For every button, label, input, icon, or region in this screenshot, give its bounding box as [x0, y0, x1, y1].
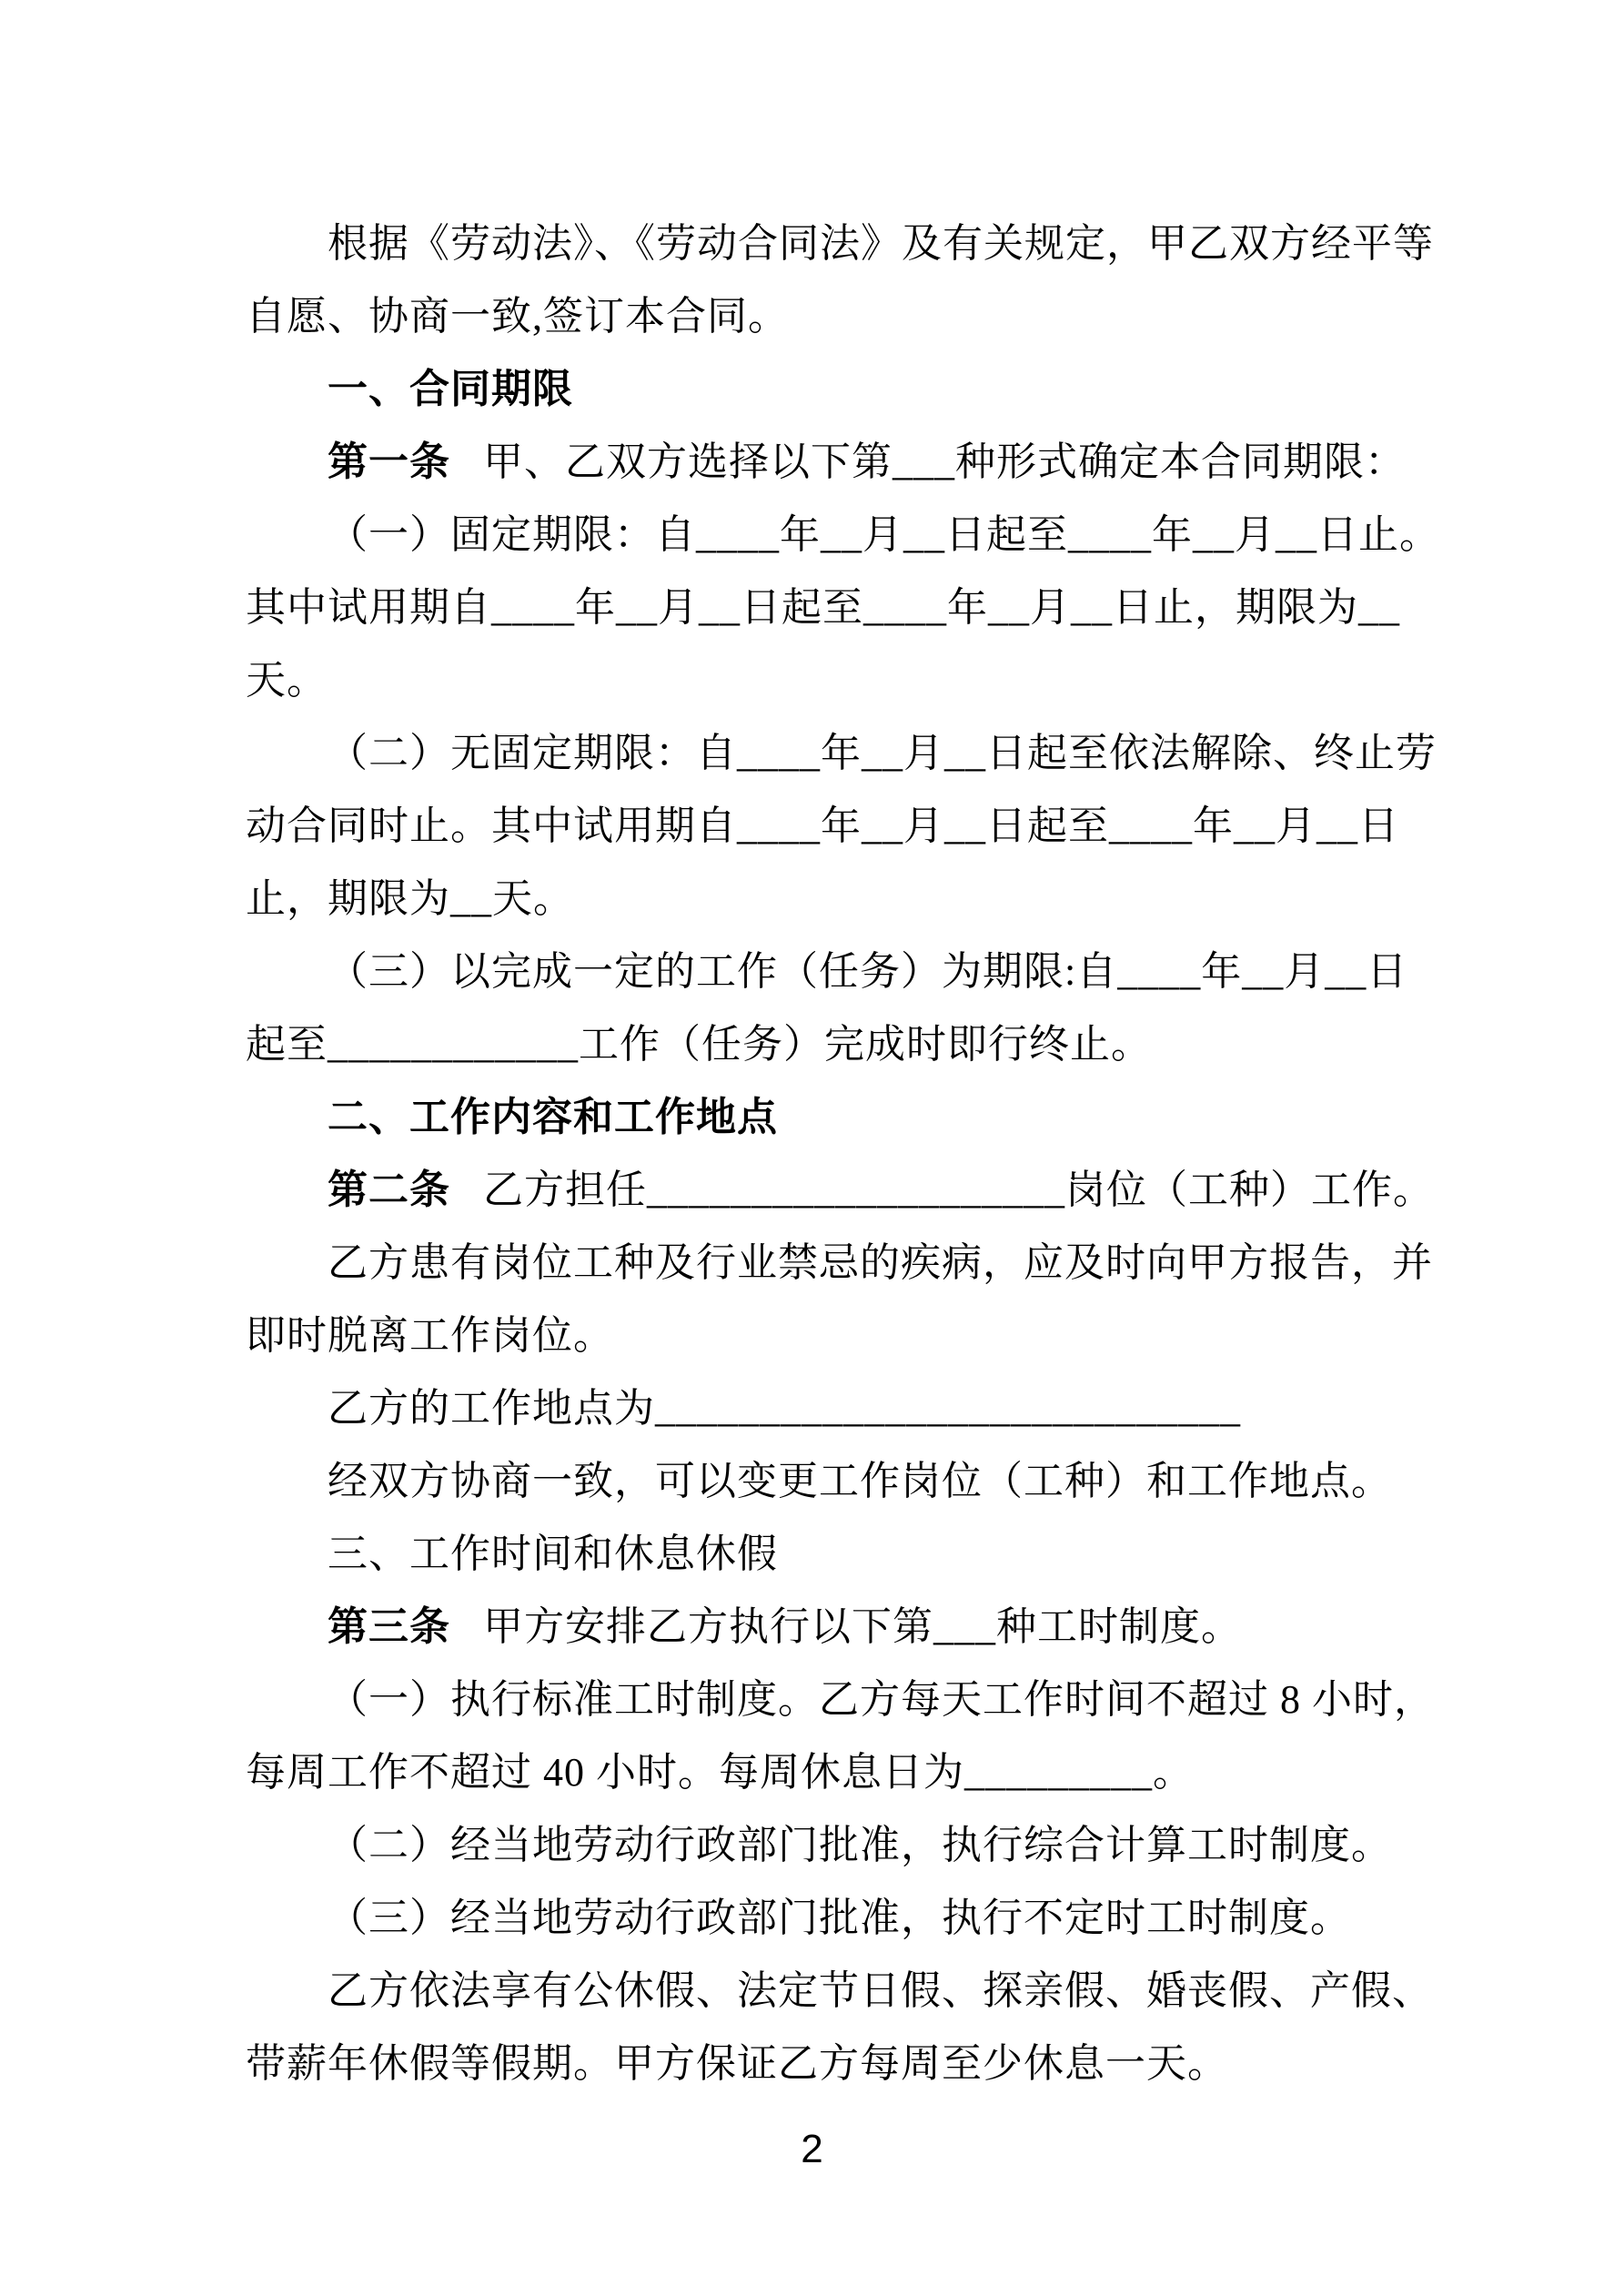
page-number: 2 — [801, 2127, 823, 2171]
body-text: 天。 — [246, 658, 328, 703]
body-text: 乙方患有岗位工种及行业禁忌的疾病，应及时向甲方报告，并 — [328, 1240, 1433, 1285]
text-line — [246, 1736, 1385, 1809]
bold-text: 一、合同期限 — [328, 367, 573, 411]
text-line — [246, 1300, 1385, 1372]
text-line — [246, 1809, 1392, 1882]
body-text: 三、工作时间和休息休假 — [328, 1532, 778, 1576]
text-line — [246, 1008, 1385, 1081]
text-line — [246, 936, 1408, 1008]
body-text: 甲方安排乙方执行以下第___种工时制度。 — [483, 1604, 1242, 1649]
text-line — [246, 1955, 1433, 2028]
body-text: 即时脱离工作岗位。 — [246, 1313, 614, 1358]
body-text: 根据《劳动法》、《劳动合同法》及有关规定，甲乙双方经平等 — [328, 221, 1434, 266]
text-line — [246, 863, 1385, 936]
section-heading-3 — [246, 1518, 1385, 1591]
body-text: （二）经当地劳动行政部门批准，执行综合计算工时制度。 — [328, 1823, 1392, 1867]
body-text: 起至____________工作（任务）完成时即行终止。 — [246, 1022, 1152, 1067]
body-text: 甲、乙双方选择以下第___种形式确定本合同期限： — [483, 440, 1406, 484]
body-text: 带薪年休假等假期。甲方保证乙方每周至少休息一天。 — [246, 2041, 1228, 2086]
body-text: 动合同时止。其中试用期自____年__月__日起至____年__月__日 — [246, 804, 1399, 848]
text-line — [246, 2028, 1385, 2100]
body-text: （二）无固定期限：自____年__月__日起至依法解除、终止劳 — [328, 731, 1437, 775]
text-line — [246, 1882, 1385, 1955]
section-heading-2 — [246, 1081, 1385, 1154]
body-text: 止，期限为__天。 — [246, 876, 574, 921]
bold-text: 二、工作内容和工作地点 — [328, 1095, 778, 1139]
text-line — [246, 280, 1385, 353]
body-text: （一）固定期限：自____年__月__日起至____年__月__日止。 — [328, 512, 1440, 557]
body-text: 其中试用期自____年__月__日起至____年__月__日止，期限为__ — [246, 585, 1400, 630]
text-line — [246, 717, 1437, 790]
body-text: 乙方依法享有公休假、法定节日假、探亲假、婚丧假、产假、 — [328, 1968, 1433, 2013]
text-line — [246, 1372, 1385, 1445]
article-clause-line — [246, 426, 1406, 499]
bold-text: 第三条 — [328, 1604, 450, 1649]
article-clause-line — [246, 1154, 1434, 1227]
bold-text: 第二条 — [328, 1168, 450, 1212]
body-text: 经双方协商一致，可以变更工作岗位（工种）和工作地点。 — [328, 1459, 1392, 1503]
text-line — [246, 207, 1434, 280]
text-line — [246, 790, 1399, 863]
body-text: （一）执行标准工时制度。乙方每天工作时间不超过 8 小时， — [328, 1677, 1435, 1722]
text-line — [246, 571, 1400, 644]
text-line — [246, 499, 1440, 571]
bold-text: 第一条 — [328, 440, 450, 484]
body-text: 乙方担任____________________岗位（工种）工作。 — [483, 1168, 1434, 1212]
section-heading-1 — [246, 353, 1385, 426]
body-text: 每周工作不超过 40 小时。每周休息日为_________。 — [246, 1750, 1194, 1795]
text-line — [246, 644, 1385, 717]
body-text: 乙方的工作地点为____________________________ — [328, 1386, 1241, 1431]
body-text: 自愿、协商一致,签订本合同。 — [246, 294, 789, 339]
text-line — [246, 1445, 1392, 1518]
text-line — [246, 1664, 1435, 1736]
body-text: （三）以完成一定的工作（任务）为期限:自____年__月__日 — [328, 949, 1408, 994]
body-text: （三）经当地劳动行政部门批准，执行不定时工时制度。 — [328, 1896, 1351, 1940]
text-line — [246, 1227, 1433, 1300]
article-clause-line — [246, 1591, 1385, 1664]
document-body — [246, 207, 1440, 2100]
